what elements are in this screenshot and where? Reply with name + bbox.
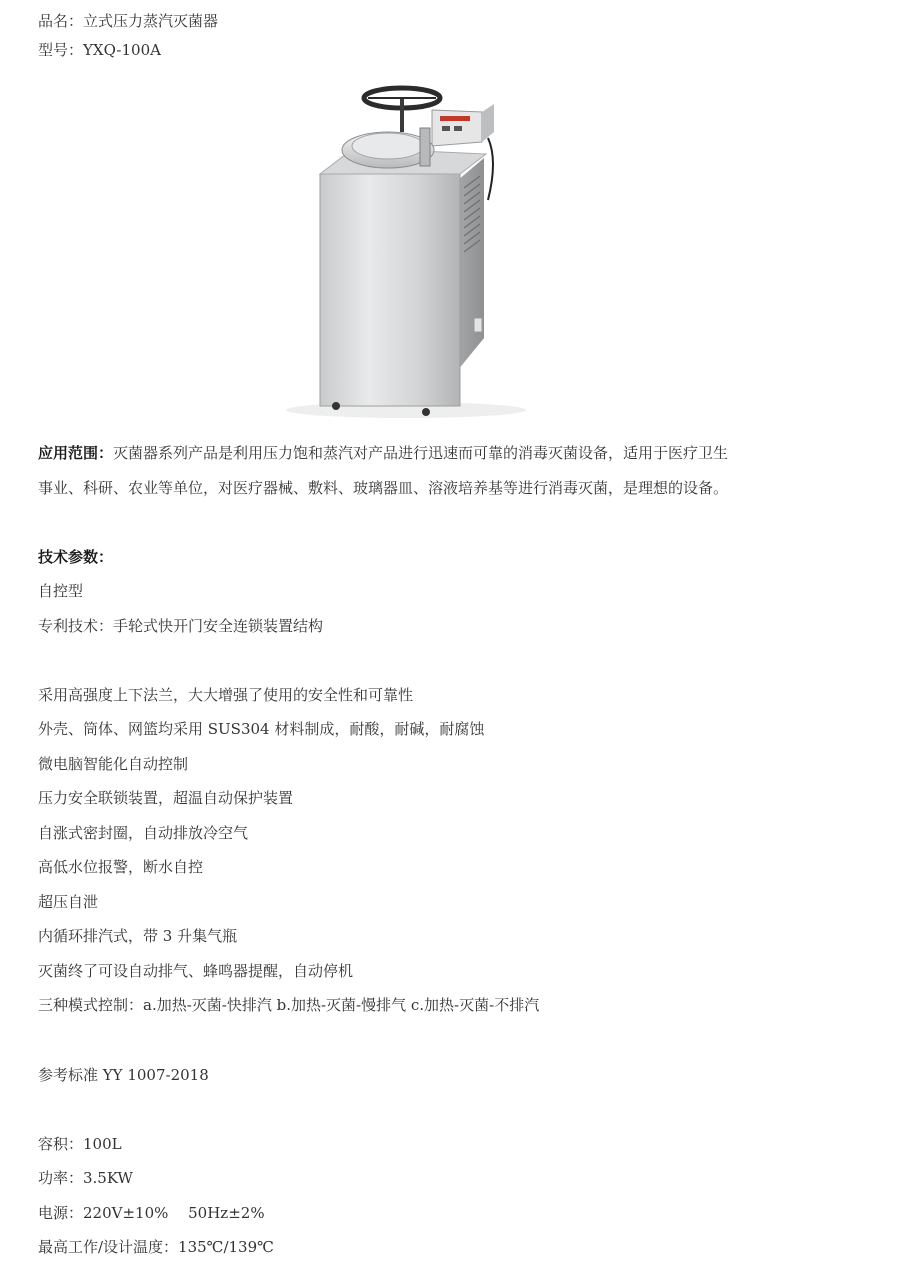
spec-item: 电源：220V±10% 50Hz±2% xyxy=(38,1204,265,1222)
application-line-2: 事业、科研、农业等单位，对医疗器械、敷料、玻璃器皿、溶液培养基等进行消毒灭菌，是理想的设备。 xyxy=(38,479,729,497)
application-line-1 xyxy=(38,443,728,463)
application-label: 应用范围： xyxy=(38,444,114,462)
feature-item: 自涨式密封圈，自动排放冷空气 xyxy=(38,824,249,842)
sterilizer-product-image xyxy=(236,70,596,422)
feature-item: 压力安全联锁装置，超温自动保护装置 xyxy=(38,789,294,807)
application-text-1: 灭菌器系列产品是利用压力饱和蒸汽对产品进行迅速而可靠的消毒灭菌设备，适用于医疗卫生 xyxy=(113,444,729,462)
feature-item: 灭菌终了可设自动排气、蜂鸣器提醒，自动停机 xyxy=(38,962,354,980)
feature-item: 采用高强度上下法兰，大大增强了使用的安全性和可靠性 xyxy=(38,686,414,704)
feature-item: 外壳、筒体、网篮均采用 SUS304 材料制成，耐酸，耐碱，耐腐蚀 xyxy=(38,720,485,738)
product-model-line: 型号：YXQ-100A xyxy=(38,41,161,59)
feature-item: 微电脑智能化自动控制 xyxy=(38,755,189,773)
spec-item: 容积：100L xyxy=(38,1135,122,1153)
tech-type: 自控型 xyxy=(38,582,84,600)
feature-item: 三种模式控制：a.加热-灭菌-快排汽 b.加热-灭菌-慢排气 c.加热-灭菌-不排汽 xyxy=(38,996,540,1014)
reference-standard: 参考标准 YY 1007-2018 xyxy=(38,1066,209,1084)
spec-item: 功率：3.5KW xyxy=(38,1169,133,1187)
feature-item: 高低水位报警，断水自控 xyxy=(38,858,204,876)
tech-heading: 技术参数： xyxy=(38,548,114,566)
spec-item: 最高工作/设计温度：135℃/139℃ xyxy=(38,1238,274,1256)
tech-patent: 专利技术：手轮式快开门安全连锁装置结构 xyxy=(38,617,324,635)
feature-item: 超压自泄 xyxy=(38,893,99,911)
product-name-line: 品名：立式压力蒸汽灭菌器 xyxy=(38,12,219,30)
feature-item: 内循环排汽式，带 3 升集气瓶 xyxy=(38,927,238,945)
